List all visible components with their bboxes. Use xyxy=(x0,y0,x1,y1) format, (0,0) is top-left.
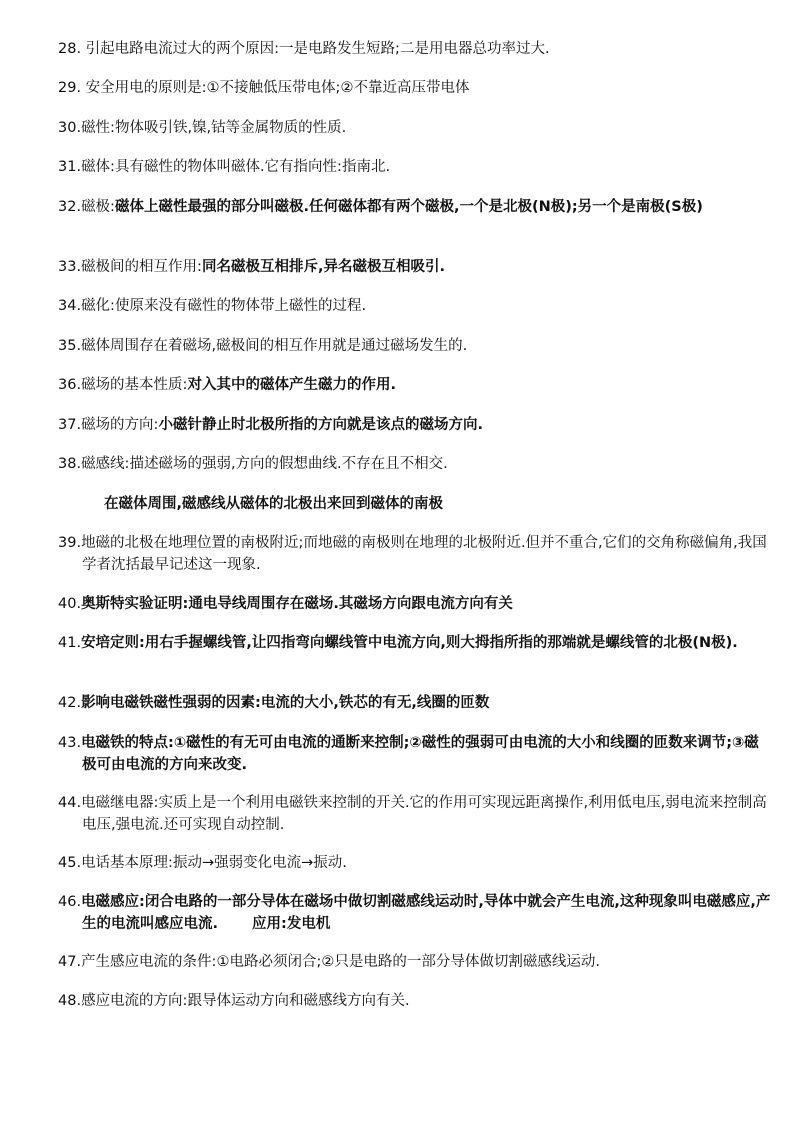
item-35: 35.磁体周围存在着磁场,磁极间的相互作用就是通过磁场发生的. xyxy=(58,338,468,354)
item-30: 30.磁性:物体吸引铁,镍,钴等金属物质的性质. xyxy=(58,120,347,136)
item-31: 31.磁体:具有磁性的物体叫磁体.它有指向性:指南北. xyxy=(58,159,391,175)
item-33: 33.磁极间的相互作用:同名磁极互相排斥,异名磁极互相吸引. xyxy=(58,259,445,275)
item-46: 46.电磁感应:闭合电路的一部分导体在磁场中做切割磁感线运动时,导体中就会产生电流,这种现象叫电磁感应,产生的电流叫感应电流. 应用:发电机 xyxy=(58,894,771,932)
item-36: 36.磁场的基本性质:对入其中的磁体产生磁力的作用. xyxy=(58,377,396,393)
item-29: 29. 安全用电的原则是:①不接触低压带电体;②不靠近高压带电体 xyxy=(58,80,470,96)
item-39: 39.地磁的北极在地理位置的南极附近;而地磁的南极则在地理的北极附近.但并不重合,它们的交角称磁偏角,我国学者沈括最早记述这一现象. xyxy=(58,535,767,573)
item-40: 40.奥斯特实验证明:通电导线周围存在磁场.其磁场方向跟电流方向有关 xyxy=(58,596,513,612)
item-28: 28. 引起电路电流过大的两个原因:一是电路发生短路;二是用电器总功率过大. xyxy=(58,41,550,57)
magnetic-field-line-note: 在磁体周围,磁感线从磁体的北极出来回到磁体的南极 xyxy=(104,496,444,512)
item-44: 44.电磁继电器:实质上是一个利用电磁铁来控制的开关.它的作用可实现远距离操作,利用低电压,弱电流来控制高电压,强电流.还可实现自动控制. xyxy=(58,795,767,833)
item-47: 47.产生感应电流的条件:①电路必须闭合;②只是电路的一部分导体做切割磁感线运动. xyxy=(58,954,600,970)
item-48: 48.感应电流的方向:跟导体运动方向和磁感线方向有关. xyxy=(58,993,410,1009)
item-43: 43.电磁铁的特点:①磁性的有无可由电流的通断来控制;②磁性的强弱可由电流的大小和线圈的匝数来调节;③磁极可由电流的方向来改变. xyxy=(58,735,759,773)
item-38: 38.磁感线:描述磁场的强弱,方向的假想曲线.不存在且不相交. xyxy=(58,456,448,472)
item-34: 34.磁化:使原来没有磁性的物体带上磁性的过程. xyxy=(58,298,367,314)
item-32: 32.磁极:磁体上磁性最强的部分叫磁极.任何磁体都有两个磁极,一个是北极(N极);另一个是南极(S极) xyxy=(58,199,703,215)
item-42: 42.影响电磁铁磁性强弱的因素:电流的大小,铁芯的有无,线圈的匝数 xyxy=(58,695,490,711)
item-41: 41.安培定则:用右手握螺线管,让四指弯向螺线管中电流方向,则大拇指所指的那端就是螺线管的北极(N极). xyxy=(58,635,738,651)
item-45: 45.电话基本原理:振动→强弱变化电流→振动. xyxy=(58,855,347,871)
item-37: 37.磁场的方向:小磁针静止时北极所指的方向就是该点的磁场方向. xyxy=(58,417,483,433)
